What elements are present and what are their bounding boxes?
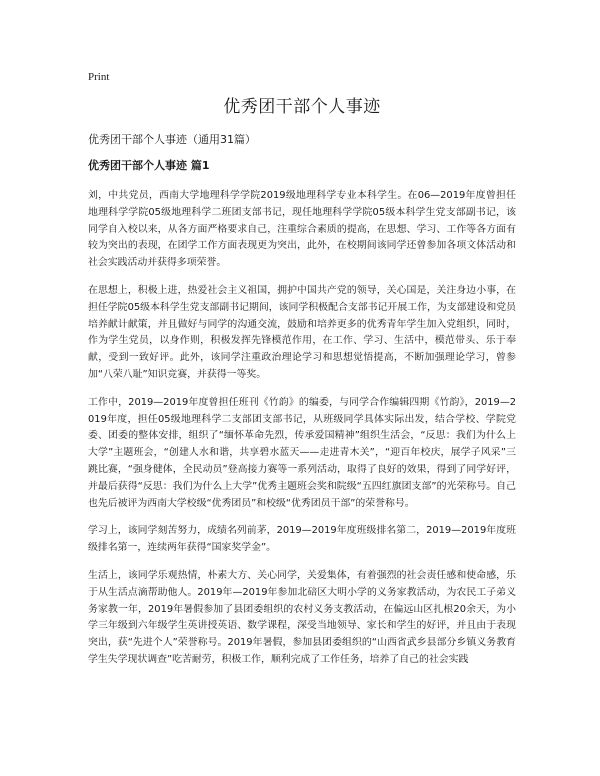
paragraph-thought: 在思想上，积极上进，热爱社会主义祖国，拥护中国共产党的领导，关心国是，关注身边小事，在担任学院05级本科学生党支部副书记期间，该同学积极配合支部书记开展工作，为支部建设和党员培养献计献策，并且做好与同学的沟通交流，鼓励和培养更多的优秀青年学生加入党组织，同时，作为学生党员，以身作则，积极发挥先锋模范作用，在工作、学习、生活中，模范带头、乐于奉献，受到一致好评。此外，该同学注重政治理论学习和思想觉悟提高，不断加强理论学习，曾参加“八荣八耻”知识竞赛，并获得一等奖。 [88,284,516,380]
paragraph-intro: 刘，中共党员，西南大学地理科学学院2019级地理科学专业本科学生。在06—2019年度曾担任地理科学学院05级地理科学二班团支部书记，现任地理科学学院05级本科学生党支部副书记，该同学自入校以来，从各方面严格要求自己，注重综合素质的提高，在思想、学习、工作等各方面有较为突出的表现，在团学工作方面表现更为突出，此外，在校期间该同学还曾参加各项文体活动和社会实践活动并获得多项荣誉。 [88,190,516,269]
document-body [88,188,516,680]
paragraph-life: 生活上，该同学乐观热情，朴素大方、关心同学，关爱集体，有着强烈的社会责任感和使命感，乐于从生活点滴帮助他人。2019年—2019年参加北碚区大明小学的义务家教活动，为农民工子弟义务家教一年，2019年暑假参加了县团委组织的农村义务支教活动，在偏远山区扎根20余天，为小学三年级到六年级学生英讲授英语、数学课程，深受当地领导、家长和学生的好评，并且由于表现突出，获“先进个人”荣誉称号。2019年暑假，参加县团委组织的“山西省武乡县部分乡镇义务教育学生失学现状调查”吃苦耐劳，积极工作，顺利完成了工作任务，培养了自己的社会实践 [88,569,516,665]
paragraph-work: 工作中，2019—2019年度曾担任班刊《竹韵》的编委，与同学合作编辑四期《竹韵》，2019—2019年度，担任05级地理科学二支部团支部书记，从班级同学具体实际出发，结合学校、学院党委、团委的整体安排，组织了“缅怀革命先烈，传承爱国精神”组织生活会，“反思：我们为什么上大学”主题班会，“创建人水和谐，共享碧水蓝天——走进青木关”，“迎百年校庆，展学子风采”三跳比赛，“强身健体，全民动员”登高接力赛等一系列活动，取得了良好的效果，得到了同学好评，并最后获得“反思：我们为什么上大学”优秀主题班会奖和院级“五四红旗团支部”的光荣称号。自己也先后被评为西南大学校级“优秀团员”和校级“优秀团员干部”的荣誉称号。 [88,396,516,509]
document-title: 优秀团干部个人事迹 [223,97,381,117]
paragraph-study: 学习上，该同学刻苦努力，成绩名列前茅，2019—2019年度班级排名第二，2019—2019年度班级排名第一，连续两年获得“国家奖学金”。 [88,525,516,554]
print-link[interactable]: Print [88,71,110,83]
section-heading: 优秀团干部个人事迹 篇1 [88,159,210,172]
document-subtitle: 优秀团干部个人事迹（通用31篇） [88,133,256,146]
